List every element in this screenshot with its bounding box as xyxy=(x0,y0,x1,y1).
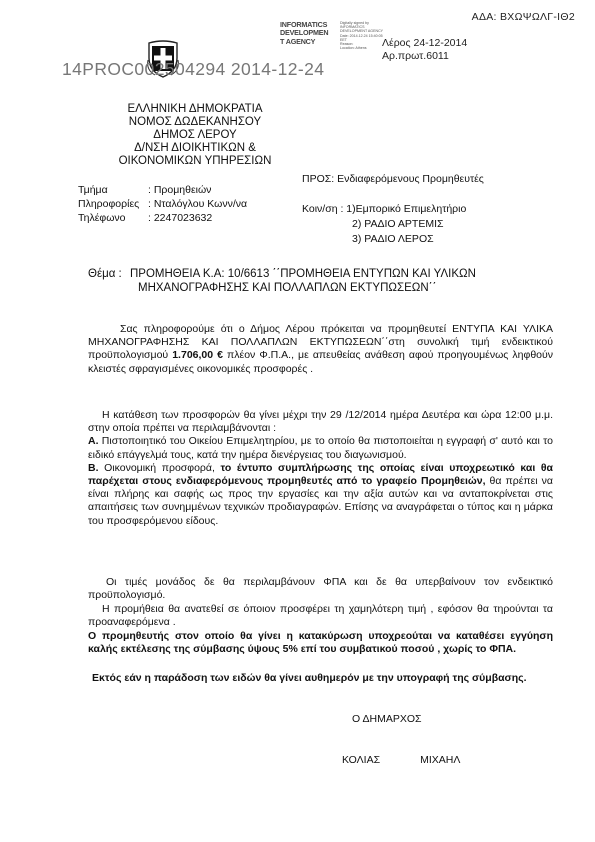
exception-text: Εκτός εάν η παράδοση των ειδών θα γίνει αυθημερόν με την υπογραφή της σύμβασης. xyxy=(92,672,527,684)
subject-line: ΠΡΟΜΗΘΕΙΑ Κ.Α: 10/6613 ΄΄ΠΡΟΜΗΘΕΙΑ ΕΝΤΥΠΩΝ ΚΑΙ ΥΛΙΚΩΝ xyxy=(130,268,476,280)
paragraph-exception xyxy=(88,672,553,685)
koinopoiisi-list xyxy=(302,202,466,247)
koinopoiisi-item: 3) ΡΑΔΙΟ ΛΕΡΟΣ xyxy=(352,233,434,245)
stamp-detail-line: INFORMATICS xyxy=(340,25,365,30)
requirement-a-label: Α. xyxy=(88,435,99,448)
ada-code: ΑΔΑ: ΒΧΩΨΩΛΓ-ΙΘ2 xyxy=(471,11,575,23)
prices-text: Οι τιμές μονάδος δε θα περιλαμβάνουν ΦΠΑ και δε θα υπερβαίνουν τον ενδεικτικό προϋπολογισμό. xyxy=(88,576,553,602)
requirement-b-text: Οικονομική προσφορά, xyxy=(98,461,221,474)
subject-label: Θέμα : xyxy=(88,268,122,280)
org-line: ΔΗΜΟΣ ΛΕΡΟΥ xyxy=(153,129,237,141)
stamp-detail-line: Digitally signed by xyxy=(340,21,369,25)
contact-value: : Νταλόγλου Κωνν/να xyxy=(148,198,248,210)
org-line: ΟΙΚΟΝΟΜΙΚΩΝ ΥΠΗΡΕΣΙΩΝ xyxy=(118,155,272,167)
paragraph-prices xyxy=(88,576,553,602)
contact-label: Τηλέφωνο xyxy=(78,212,126,224)
paragraph-submission xyxy=(88,409,553,528)
signatory-title: Ο ΔΗΜΑΡΧΟΣ xyxy=(352,713,422,725)
koinopoiisi-label: Κοιν/ση : 1) xyxy=(302,203,356,215)
award-text: Η προμήθεια θα ανατεθεί σε όποιον προσφέρει τη χαμηλότερη τιμή , εφόσον θα τηρούνται τα προαναφερόμενα . xyxy=(88,603,553,629)
subject-block xyxy=(88,268,558,295)
requirement-b-text: θα πρέπει να είναι πλήρης και σαφής ως προς την εργασίες και την αξία αυτών και να ανταποκρίνεται στις απαιτήσεις των συνημμένων τεχνικών προδιαγραφών. Επίσης να αναγράφεται ο τύπος και η μάρκα του προσφερόμενου είδους. xyxy=(88,475,553,527)
stamp-detail-line: EET xyxy=(340,37,347,42)
paragraph-announcement xyxy=(88,323,553,376)
requirement-b-bold: το έντυπο συμπλήρωσης της οποίας είναι υποχρεωτικό και θα παρέχεται στους ενδιαφερόμενους προμηθευτές από το γραφείο Προμηθειών, xyxy=(88,461,553,488)
submission-intro: Η κατάθεση των προσφορών θα γίνει μέχρι την 29 /12/2014 ημέρα Δευτέρα και ώρα 12:00 μ.μ. στην οποία πρέπει να περιλαμβάνονται : xyxy=(88,409,553,435)
contact-info xyxy=(78,183,288,225)
contact-row xyxy=(78,183,288,197)
signatory-surname: ΚΟΛΙΑΣ xyxy=(342,754,381,766)
protocol-number: Αρ.πρωτ.6011 xyxy=(382,50,449,62)
contact-row xyxy=(78,211,288,225)
signatory-name xyxy=(342,754,460,766)
stamp-agency-line: DEVELOPMEN xyxy=(280,28,329,38)
stamp-detail-line: Reason: xyxy=(340,42,354,47)
org-line: ΕΛΛΗΝΙΚΗ ΔΗΜΟΚΡΑΤΙΑ xyxy=(127,103,263,115)
document-date-block xyxy=(382,37,467,63)
guarantee-text: Ο προμηθευτής στον οποίο θα γίνει η κατακύρωση υποχρεούται να καταθέσει εγγύηση καλής εκτέλεσης της σύμβασης ύψους 5% επί του συμβατικού ποσού , χωρίς το ΦΠΑ. xyxy=(88,630,553,656)
koinopoiisi-item: Εμπορικό Επιμελητήριο xyxy=(355,203,467,215)
stamp-detail-line: Date: 2014.12.24 15:40:05 xyxy=(340,33,383,38)
issuing-authority xyxy=(60,103,330,168)
stamp-detail-line: DEVELOPMENT AGENCY xyxy=(340,29,384,34)
requirement-b-label: Β. xyxy=(88,461,99,474)
recipient-line: ΠΡΟΣ: Ενδιαφερόμενους Προμηθευτές xyxy=(302,173,484,185)
org-line: ΝΟΜΟΣ ΔΩΔΕΚΑΝΗΣΟΥ xyxy=(128,116,262,128)
budget-amount: 1.706,00 € xyxy=(172,349,223,362)
stamp-signature-details xyxy=(340,21,383,50)
protocol-watermark: 14PROC002504294 2014-12-24 xyxy=(62,59,325,79)
contact-value: : Προμηθειών xyxy=(148,184,212,196)
announcement-text: πλέον Φ.Π.Α., με απευθείας ανάθεση αφού προηγουμένως ληφθούν κλειστές σφραγισμένες οικονομικές προσφορές . xyxy=(88,349,553,375)
stamp-detail-line: Location: Athens xyxy=(340,46,367,51)
stamp-agency-line: INFORMATICS xyxy=(280,20,328,29)
digital-signature-stamp xyxy=(280,20,384,51)
paragraph-guarantee xyxy=(88,630,553,656)
signatory-firstname: ΜΙΧΑΗΛ xyxy=(420,754,461,766)
contact-label: Τμήμα xyxy=(78,184,108,196)
requirement-a-text: Πιστοποιητικό του Οικείου Επιμελητηρίου, με το οποίο θα πιστοποιείται η εγγραφή σ' αυτό και το ειδικό επάγγελμά τους, κατά την ημέρα διενέργειας του διαγωνισμού. xyxy=(88,435,553,461)
stamp-agency-name xyxy=(280,21,328,46)
org-line: Δ/ΝΣΗ ΔΙΟΙΚΗΤΙΚΩΝ & xyxy=(134,142,256,154)
stamp-agency-line: T AGENCY xyxy=(280,36,316,46)
contact-label: Πληροφορίες xyxy=(78,198,140,210)
subject-line: ΜΗΧΑΝΟΓΡΑΦΗΣΗΣ ΚΑΙ ΠΟΛΛΑΠΛΩΝ ΕΚΤΥΠΩΣΕΩΝ΄΄ xyxy=(138,281,437,294)
paragraph-award xyxy=(88,603,553,629)
koinopoiisi-item: 2) ΡΑΔΙΟ ΑΡΤΕΜΙΣ xyxy=(352,218,444,230)
document-date: Λέρος 24-12-2014 xyxy=(382,37,468,49)
contact-row xyxy=(78,197,288,211)
announcement-text: Σας πληροφορούμε ότι ο Δήμος Λέρου πρόκειται να προμηθευτεί ΕΝΤΥΠΑ ΚΑΙ ΥΛΙΚΑ ΜΗΧΑΝΟΓΡΑΦΗΣΗΣ ΚΑΙ ΠΟΛΛΑΠΛΩΝ ΕΚΤΥΠΩΣΕΩΝ΄΄στη συνολική τιμή ενδεικτικού προϋπολογισμού xyxy=(88,323,553,362)
contact-value: : 2247023632 xyxy=(148,212,213,224)
